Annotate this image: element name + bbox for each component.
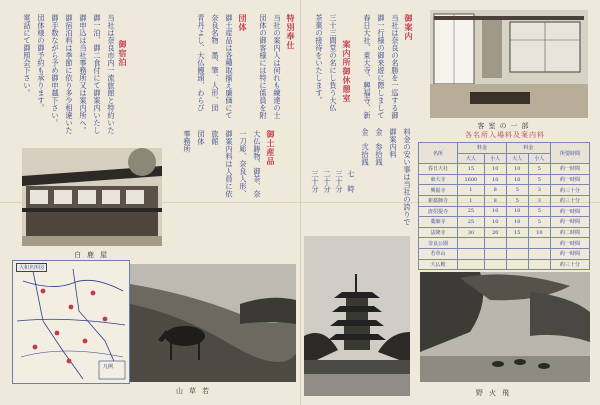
text-column: 金 弐拾銭 — [361, 128, 370, 166]
table-row — [419, 206, 590, 217]
text-column: 春日大社、東大寺、興福寺、新 — [363, 14, 372, 119]
photo-waiting-room — [430, 10, 588, 118]
text-column: 御一泊、御二食付にて御案内いたし — [93, 14, 102, 134]
table-row — [419, 164, 590, 175]
heading-goshinjo: 御案内 — [404, 14, 414, 41]
fee-table — [418, 142, 590, 270]
table-cell-site: 薬師寺 — [419, 217, 458, 228]
table-cell — [528, 259, 550, 270]
text-column: 当社は奈良の名勝を一巡する御 — [391, 14, 400, 119]
table-row — [419, 238, 590, 249]
table-cell-site: 新薬師寺 — [419, 195, 458, 206]
table-cell: 約二時間 — [550, 227, 589, 238]
table-cell: 10 — [506, 206, 528, 217]
heading-shukuhaku: 御宿泊 — [118, 40, 128, 67]
caption-office: 白鹿屋 — [74, 251, 113, 259]
table-cell: 20 — [484, 227, 506, 238]
table-row — [419, 185, 590, 196]
table-row — [419, 174, 590, 185]
map-legend: 凡例 — [103, 364, 114, 370]
table-cell: 5 — [528, 164, 550, 175]
table-cell-site: 東大寺 — [419, 174, 458, 185]
map-title: 大和名所図 — [16, 263, 47, 272]
photo-deer-hill — [130, 264, 296, 382]
table-cell-site: 興福寺 — [419, 185, 458, 196]
text-column: 御宿泊料は季節に依り多少相違いた — [65, 14, 74, 134]
table-header: 料金 — [506, 143, 550, 154]
table-cell — [458, 259, 485, 270]
tourist-map — [12, 260, 130, 384]
table-cell: 約三十分 — [550, 185, 589, 196]
table-cell: 約一時間 — [550, 174, 589, 185]
table-cell: 10 — [506, 217, 528, 228]
table-cell: 8 — [484, 185, 506, 196]
table-header: 名所 — [419, 143, 458, 164]
heading-dantai: 団体 — [238, 14, 248, 32]
text-column: 奈良名物 墨、筆、人形、団 — [211, 14, 220, 112]
text-column: 団体 — [197, 130, 206, 145]
table-cell: 約一時間 — [550, 164, 589, 175]
table-cell — [484, 238, 506, 249]
table-cell: 3 — [528, 195, 550, 206]
table-cell — [506, 259, 528, 270]
table-row — [419, 217, 590, 228]
caption-deer-hill: 山草若 — [176, 387, 215, 395]
table-header: 料金 — [458, 143, 507, 154]
text-column: 御案内料は人員に依 — [225, 130, 234, 198]
table-title: 各名所入場料及案内料 — [465, 131, 545, 139]
table-cell: 1 — [458, 185, 485, 196]
time-label: 七 時 — [347, 170, 356, 193]
table-cell: 10 — [484, 174, 506, 185]
table-cell: 3 — [528, 185, 550, 196]
table-cell: 5 — [528, 217, 550, 228]
table-cell: 30 — [458, 227, 485, 238]
table-cell: 15 — [506, 227, 528, 238]
table-cell: 5 — [528, 174, 550, 185]
table-cell — [458, 248, 485, 259]
table-cell-site: 奈良公園 — [419, 238, 458, 249]
table-row — [419, 227, 590, 238]
table-header: 小人 — [528, 153, 550, 164]
table-cell: 約三十分 — [550, 195, 589, 206]
table-header: 大人 — [506, 153, 528, 164]
table-header: 所要時間 — [550, 143, 589, 164]
text-column: 茶菓の接待をいたします。 — [315, 14, 324, 104]
text-column: 団体の御客様には特に係員を附 — [259, 14, 268, 119]
text-column: 御土産品は各種取揃え廉価にて — [225, 14, 234, 119]
text-column: 当社は奈良市内一流旅館と特約いた — [107, 14, 116, 134]
heading-tokubetsu: 特別奉仕 — [286, 14, 296, 50]
table-cell: 10 — [484, 164, 506, 175]
table-cell: 8 — [484, 195, 506, 206]
text-column: 御案内料 — [389, 128, 398, 158]
table-cell: 10 — [484, 206, 506, 217]
photo-deer-field — [420, 272, 590, 382]
text-column: 金 参拾銭 — [375, 128, 384, 166]
text-column: 御申込は当社事務所又は案内所へ。 — [79, 14, 88, 134]
table-cell — [528, 238, 550, 249]
table-cell-site: 法隆寺 — [419, 227, 458, 238]
photo-pagoda — [304, 236, 410, 396]
table-row — [419, 195, 590, 206]
table-cell: 10 — [528, 227, 550, 238]
table-cell-site: 若草山 — [419, 248, 458, 259]
table-cell: 10 — [506, 164, 528, 175]
caption-deer-field: 野火飛 — [476, 389, 515, 397]
table-cell: 5 — [506, 195, 528, 206]
table-header: 小人 — [484, 153, 506, 164]
table-header: 大人 — [458, 153, 485, 164]
text-column: 大仏鋳物、御茶、奈 — [253, 130, 262, 198]
table-cell: 約一時間 — [550, 206, 589, 217]
table-cell-site: 唐招提寺 — [419, 206, 458, 217]
table-cell: 10 — [506, 174, 528, 185]
table-cell — [506, 248, 528, 259]
text-column: 団体様の御予約も承ります。 — [37, 14, 46, 112]
table-cell: 5 — [506, 185, 528, 196]
text-column: 旅館 — [211, 130, 220, 145]
table-row — [419, 259, 590, 270]
table-cell — [484, 248, 506, 259]
table-cell: 約一時間 — [550, 238, 589, 249]
table-cell: 25 — [458, 217, 485, 228]
heading-annai: 案内所御休憩室 — [342, 40, 352, 103]
text-column: 当社の案内人は何れも練達の士 — [273, 14, 282, 119]
text-column: 料金の安い事は当社の誇りで — [403, 128, 412, 226]
time-label: 三十分 — [311, 170, 320, 193]
time-label: 二十分 — [323, 170, 332, 193]
text-column: 御一行様の御来遊に際しまして — [377, 14, 386, 119]
table-cell — [484, 259, 506, 270]
table-cell-site: 大仏殿 — [419, 259, 458, 270]
table-cell — [458, 238, 485, 249]
table-cell: 15 — [458, 164, 485, 175]
table-cell: 1600 — [458, 174, 485, 185]
table-cell: 約一時間 — [550, 217, 589, 228]
text-column: 一刀彫、奈良人形、 — [239, 130, 248, 198]
text-column: 青丹よし、大仏饅頭、わらび — [197, 14, 206, 112]
table-cell — [506, 238, 528, 249]
table-cell: 1 — [458, 195, 485, 206]
table-cell: 25 — [458, 206, 485, 217]
heading-omiyage: 御土産品 — [266, 130, 276, 166]
table-cell-site: 春日大社 — [419, 164, 458, 175]
table-cell: 約一時間 — [550, 248, 589, 259]
text-column: 御手数ながら予め御申越下さい。 — [51, 14, 60, 127]
text-column: 事務所 — [183, 130, 192, 153]
table-cell: 約三十分 — [550, 259, 589, 270]
table-cell — [528, 248, 550, 259]
time-label: 三十分 — [335, 170, 344, 193]
table-row — [419, 248, 590, 259]
table-cell: 5 — [528, 206, 550, 217]
table-header-row — [419, 143, 590, 154]
photo-office — [22, 148, 162, 246]
text-column: 三十三間堂の名にし負う大仏 — [329, 14, 338, 112]
table-cell: 10 — [484, 217, 506, 228]
text-column: 電話にて御照会下さい。 — [23, 14, 32, 97]
caption-waiting-room: 客室の一部 — [477, 122, 533, 130]
